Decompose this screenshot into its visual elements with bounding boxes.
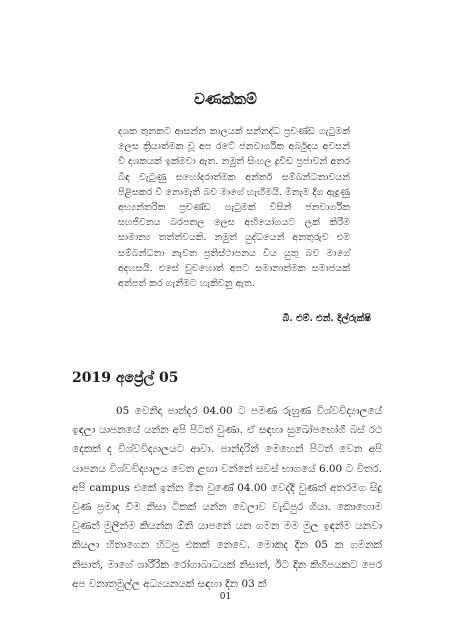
page-heading: වණක්කම් <box>194 90 257 108</box>
entry-date-heading: 2019 අප්‍රේල් 05 <box>72 370 179 386</box>
page-number: 01 <box>219 592 232 602</box>
preface-paragraph: දශක තුනකට ආසන්න කාලයක් සන්නද්ධ ප්‍රචණ්ඩ ගැටුමක් ලෙස ක්‍රියාත්මක වූ අප රටේ ජනවාර්ගික අර්බුදය අවසන් වී දශකයක් ඉක්මවා ඇත. නමුත් සිංහල ද්‍රවිඩ ප්‍රජාවන් අතර බිඳ වැටුණු සහෝදරාත්මක අන්තර් සම්බන්ධතාවයන් පිළිසකර වී නොමැති බව මාගේ හැඟීමයි. මිනැම දිග ඇදුණු අභ්‍යන්තරික ප්‍රචණ්ඩ ගැටුමක් විසින් ජනවාර්ගික සහජීවනය බරපතල ලෙස අභියෝගයට ලක් කිරීම සාමාන්‍ය තත්ත්වයකි. නමුත් යුද්ධයෙන් අනතුරුව එම සම්බන්ධතා නැවත ප්‍රතිස්ථාපනය විය යුතු බව මාගේ අදහසයි. එසේ වුවහොත් අපට සමානාත්මක සමාජයක් අත්පත් කර ගැනීමට හැකිවනු ඇත. <box>118 126 350 290</box>
entry-body-paragraph: 05 වෙනිදා පාන්දර 04.00 ට පමණ රුහුණ විශ්වවිද්‍යාලයේ ඉඳලා යාපනයේ යන්න අපි පිටත් වුණා. ඒ සඳහා සුඛෝපභෝගී බස් රථ දෙකක් ද විශ්වවිද්‍යාලයට ආවා. පාන්දරින් මෙහෙන් පිටත් වෙන අපි යාපනය විශ්වවිද්‍යාලය වෙත ළඟා වන්නේ සවස් භාගයේ 6.00 ට විතර. අපි campus එකේ ඉන්න මින වුණේ 04.00 වෙද්දි වුණත් අතරමග සිදු වුණ ප්‍රමාද වීම නිසා ටිකක් යන්න වෙලාව වැඩිපුර ගියා. කොහොම වුණත් මුලින්ම කියන්න ඕනි යාපනේ යන ගමන මම මුල ඉඳන්ම යනවා කියලා හිතාගෙන හිටපු එකක් නෙවෙ. මොකද දින 05 ක ගමනක් නිසාත්, මාගේ ශාරීරික රෝගාබාධයක් නිසාත්, ඊට දින කිහිපයකට පෙර අප වනාතමුල්ල අධ්‍යයනයක් සඳහා දින 03 ක් <box>72 405 382 590</box>
author-signature: බී. එම්. එන්. දිල්රුක්ෂි <box>282 313 371 324</box>
